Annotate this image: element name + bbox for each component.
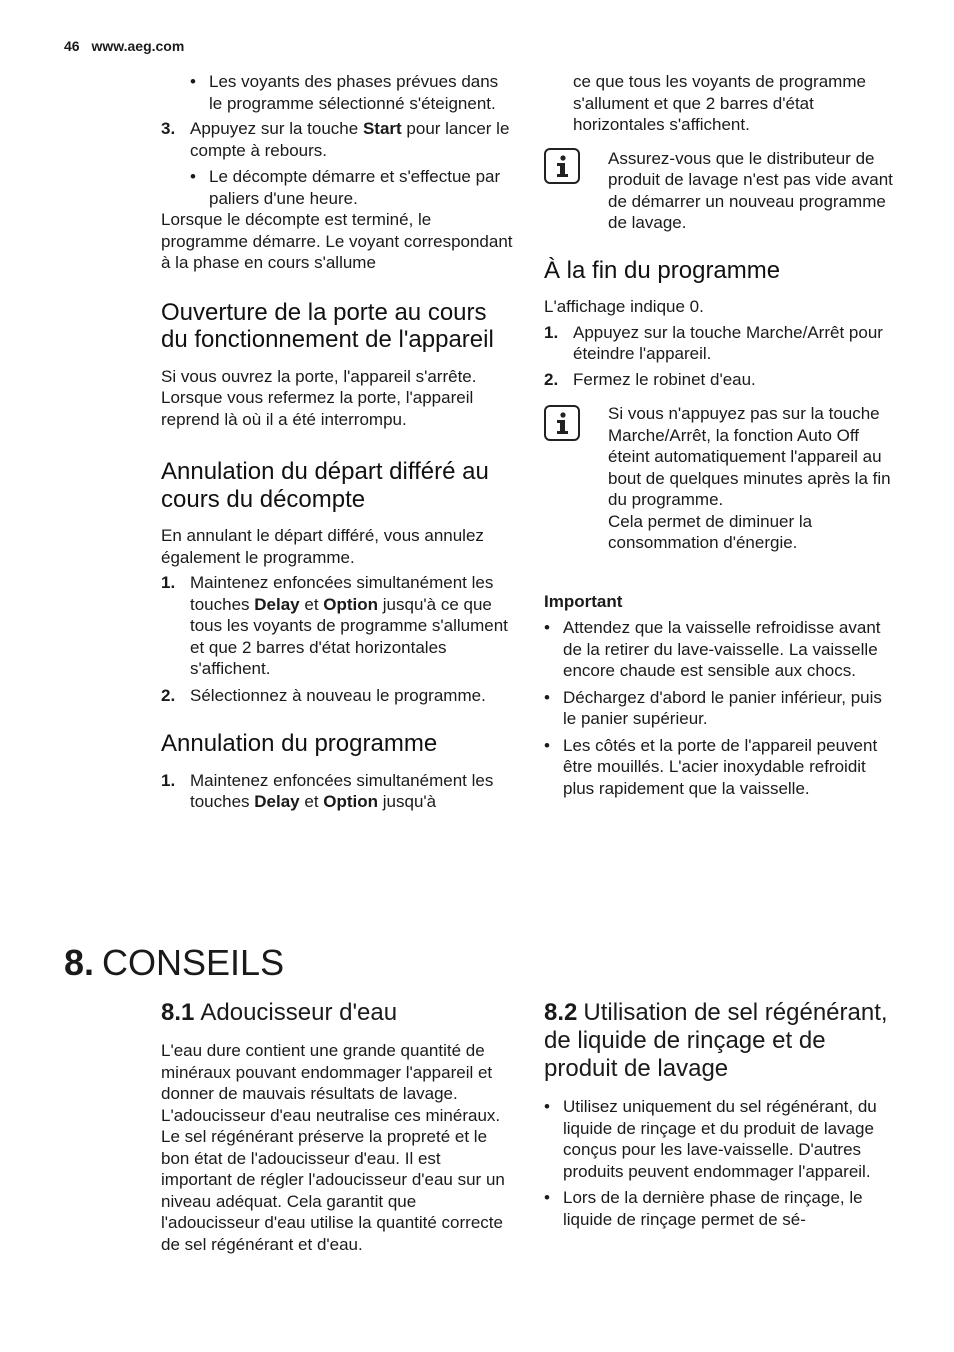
- section-heading: 8.1 Adoucisseur d'eau: [161, 999, 398, 1026]
- option-key: Option: [323, 594, 379, 614]
- left-column: [161, 71, 515, 813]
- list-item: • Attendez que la vaisselle refroidisse avant de la retirer du lave-vaisselle. La vaisselle encore chaude est sensible aux chocs.: [544, 617, 896, 682]
- important-label: Important: [544, 591, 623, 611]
- step-1: 1. Appuyez sur la touche Marche/Arrêt pour éteindre l'appareil.: [544, 322, 883, 363]
- paragraph: ce que tous les voyants de programme s'allument et que 2 barres d'état horizontales s'affichent.: [573, 72, 866, 134]
- list-item: • Le décompte démarre et s'effectue par paliers d'une heure.: [161, 166, 515, 209]
- list-item: • Les voyants des phases prévues dans le programme sélectionné s'éteignent.: [161, 71, 515, 114]
- chapter-title: 8. CONSEILS: [64, 942, 285, 983]
- paragraph: Le sel régénérant préserve la propreté et le bon état de l'adoucisseur d'eau. Il est important de régler l'adoucisseur d'eau sur un niveau adéquat. Cela garantit que l'adoucisseur d'eau utilise la quantité correcte de sel régénérant et d'eau.: [161, 1127, 505, 1254]
- option-key: Option: [323, 792, 379, 811]
- start-key: Start: [362, 119, 402, 138]
- step-1: 1. Maintenez enfoncées simultanément les touches Delay et Option jusqu'à ce que tous les voyants de programme s'allument et que 2 barres d'état horizontales s'affichent.: [161, 573, 508, 678]
- list-item: • Lors de la dernière phase de rinçage, le liquide de rinçage permet de sé-: [544, 1187, 896, 1230]
- section-heading: Annulation du programme: [161, 730, 438, 757]
- section-heading: Annulation du départ différé au cours du décompte: [161, 458, 489, 513]
- chapter-number: 8.: [64, 942, 95, 983]
- delay-key: Delay: [254, 594, 300, 614]
- site-url: www.aeg.com: [91, 38, 185, 54]
- step-2: 2. Fermez le robinet d'eau.: [544, 369, 756, 389]
- page-number: 46: [64, 38, 80, 54]
- paragraph: Lorsque le décompte est terminé, le programme démarre. Le voyant correspondant à la phase en cours s'allume: [161, 210, 513, 272]
- list-item: • Déchargez d'abord le panier inférieur, puis le panier supérieur.: [544, 687, 896, 730]
- list-item: • Les côtés et la porte de l'appareil peuvent être mouillés. L'acier inoxydable refroidit plus rapidement que la vaisselle.: [544, 735, 896, 800]
- section-heading: 8.2 Utilisation de sel régénérant, de liquide de rinçage et de produit de lavage: [544, 999, 888, 1082]
- info-icon: [544, 148, 580, 184]
- info-icon: [544, 405, 580, 441]
- right-column: [544, 71, 896, 799]
- section-8-2: [544, 999, 896, 1230]
- section-8-1: [161, 999, 515, 1255]
- list-item: • Utilisez uniquement du sel régénérant, du liquide de rinçage et du produit de lavage conçus pour les lave-vaisselle. D'autres produits peuvent endommager l'appareil.: [544, 1096, 896, 1182]
- step-3: 3. Appuyez sur la touche Start pour lancer le compte à rebours.: [161, 119, 510, 160]
- section-heading: À la fin du programme: [544, 256, 781, 284]
- paragraph: En annulant le départ différé, vous annulez également le programme.: [161, 526, 484, 567]
- paragraph: Si vous ouvrez la porte, l'appareil s'arrête. Lorsque vous refermez la porte, l'appareil reprend là où il a été interrompu.: [161, 366, 477, 429]
- step-1: 1. Maintenez enfoncées simultanément les touches Delay et Option jusqu'à: [161, 770, 494, 811]
- paragraph: L'eau dure contient une grande quantité de minéraux pouvant endommager l'appareil et donner de mauvais résultats de lavage. L'adoucisseur d'eau neutralise ces minéraux.: [161, 1041, 501, 1125]
- info-note: Assurez-vous que le distributeur de produit de lavage n'est pas vide avant de démarrer un nouveau programme de lavage.: [544, 148, 896, 234]
- delay-key: Delay: [254, 792, 300, 811]
- step-2: 2. Sélectionnez à nouveau le programme.: [161, 685, 486, 705]
- page-header: [64, 38, 184, 54]
- section-heading: Ouverture de la porte au cours du fonctionnement de l'appareil: [161, 298, 494, 353]
- paragraph: L'affichage indique 0.: [544, 297, 704, 316]
- info-note: Si vous n'appuyez pas sur la touche Marche/Arrêt, la fonction Auto Off éteint automatiquement l'appareil au bout de quelques minutes après la fin du programme. Cela permet de diminuer la consommation d'énergie.: [544, 403, 896, 554]
